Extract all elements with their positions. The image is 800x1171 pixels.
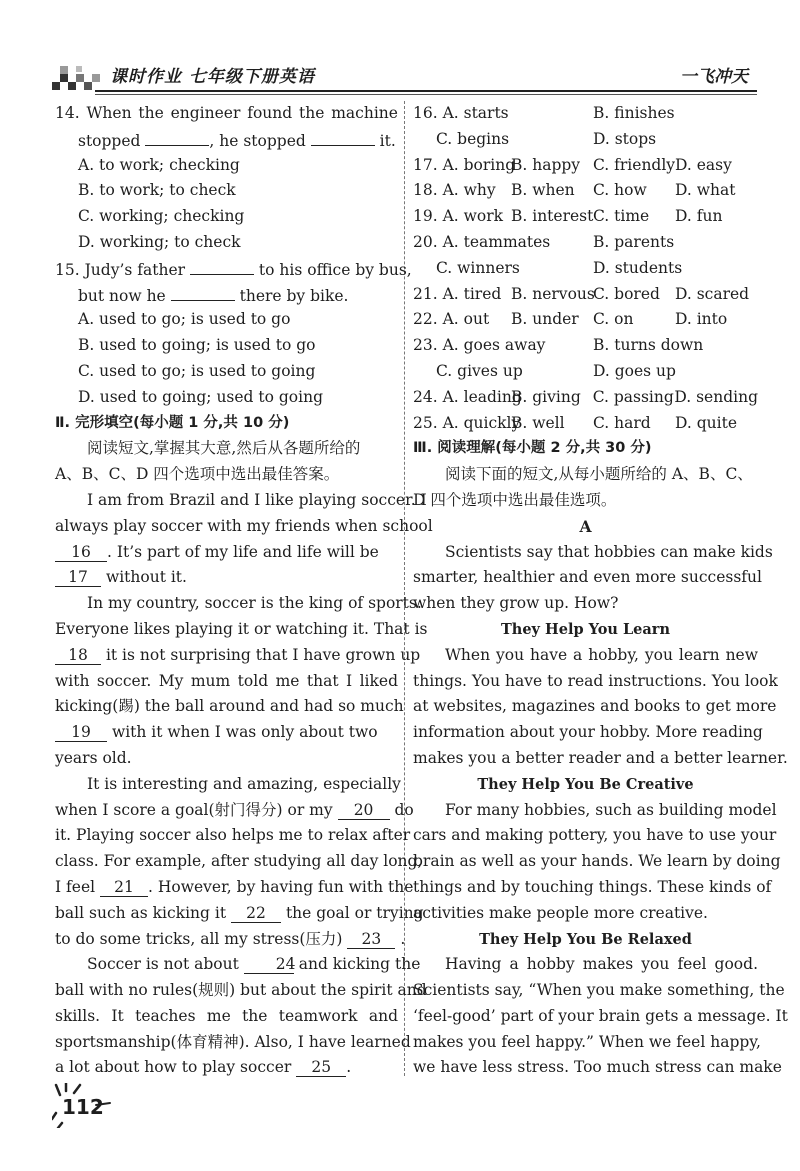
q17-options: 17. A. boring B. happy C. friendly D. easy xyxy=(413,155,732,174)
cloze-line: 16 . It’s part of my life and life will be xyxy=(55,540,398,566)
q15-option-d: D. used to going; used to going xyxy=(78,387,324,406)
page-number: 112 xyxy=(62,1095,104,1119)
passage-line: information about your hobby. More reading xyxy=(413,723,763,742)
cloze-blank-21: 21 xyxy=(100,878,148,897)
q20-options-row1: 20. A. teammates B. parents xyxy=(413,232,675,251)
passage-line: things and by touching things. These kinds of xyxy=(413,877,772,896)
header-rule xyxy=(95,90,757,92)
cloze-line: to do some tricks, all my stress(压力) 23 . xyxy=(55,929,406,948)
cloze-blank-19: 19 xyxy=(55,723,107,742)
section-2-instructions-line2: A、B、C、D 四个选项中选出最佳答案。 xyxy=(55,465,340,484)
cloze-blank-22: 22 xyxy=(231,904,281,923)
q20-options-row2: C. winners D. students xyxy=(436,258,683,277)
passage-line: smarter, healthier and even more successful xyxy=(413,568,762,587)
answer-blank xyxy=(311,127,375,146)
q15-option-a: A. used to go; is used to go xyxy=(78,310,291,329)
q22-options: 22. A. out B. under C. on D. into xyxy=(413,310,728,329)
section-3-heading: Ⅲ. 阅读理解(每小题 2 分,共 30 分) xyxy=(413,440,652,457)
cloze-line: 18 it is not surprising that I have grown up xyxy=(55,643,398,669)
passage-line: Having a hobby makes you feel good. xyxy=(445,955,758,974)
q24-options: 24. A. leading B. giving C. passing D. sending xyxy=(413,387,758,406)
passage-line: For many hobbies, such as building model xyxy=(445,800,777,819)
passage-line: When you have a hobby, you learn new xyxy=(445,645,758,664)
cloze-line: I am from Brazil and I like playing soccer. I xyxy=(87,490,427,509)
section-3-instructions-line1: 阅读下面的短文,从每小题所给的 A、B、C、 xyxy=(445,465,753,484)
subheading-relaxed: They Help You Be Relaxed xyxy=(479,930,692,948)
q21-options: 21. A. tired B. nervous C. bored D. scared xyxy=(413,284,750,303)
section-2-heading: Ⅱ. 完形填空(每小题 1 分,共 10 分) xyxy=(55,414,290,431)
cloze-line: 19 with it when I was only about two xyxy=(55,720,398,746)
subheading-creative: They Help You Be Creative xyxy=(477,775,694,793)
q23-options-row1: 23. A. goes away B. turns down xyxy=(413,336,704,355)
q14-number: 14. xyxy=(55,104,80,122)
cloze-blank-24: 24 xyxy=(244,955,294,974)
passage-label: A xyxy=(579,516,592,536)
q14-stem-line2: stopped , he stopped it. xyxy=(55,127,398,153)
cloze-line: 17 without it. xyxy=(55,565,398,591)
passage-line: ‘feel-good’ part of your brain gets a message. It xyxy=(413,1006,788,1025)
cloze-line: In my country, soccer is the king of sports. xyxy=(87,594,422,613)
passage-line: makes you a better reader and a better learner. xyxy=(413,748,788,767)
cloze-line: kicking(踢) the ball around and had so much xyxy=(55,697,404,716)
header-title: 课时作业 七年级下册英语 xyxy=(110,67,315,87)
header-rule-thin xyxy=(95,94,757,95)
q14-stem-line1: 14. When the engineer found the machine xyxy=(55,104,398,122)
answer-blank xyxy=(171,282,235,301)
passage-line: at websites, magazines and books to get more xyxy=(413,697,777,716)
answer-blank xyxy=(145,127,209,146)
cloze-line: It is interesting and amazing, especially xyxy=(87,774,401,793)
passage-line: makes you feel happy.” When we feel happy, xyxy=(413,1032,761,1051)
cloze-line: skills. It teaches me the teamwork and xyxy=(55,1006,398,1025)
q15-option-c: C. used to go; is used to going xyxy=(78,361,316,380)
q14-option-d: D. working; to check xyxy=(78,232,241,251)
q14-option-c: C. working; checking xyxy=(78,207,245,226)
cloze-line: Soccer is not about 24 and kicking the xyxy=(87,955,421,974)
cloze-line: it. Playing soccer also helps me to relax after xyxy=(55,826,411,845)
cloze-line: a lot about how to play soccer 25 . xyxy=(55,1058,352,1077)
cloze-line: ball such as kicking it 22 the goal or trying xyxy=(55,903,424,922)
q16-options-row1: 16. A. starts B. finishes xyxy=(413,104,675,122)
q23-options-row2: C. gives up D. goes up xyxy=(436,361,676,380)
cloze-line: always play soccer with my friends when school xyxy=(55,516,433,535)
cloze-blank-23: 23 xyxy=(347,930,395,949)
passage-line: things. You have to read instructions. You look xyxy=(413,671,778,690)
q19-options: 19. A. work B. interest C. time D. fun xyxy=(413,207,723,226)
q14-option-b: B. to work; to check xyxy=(78,181,236,200)
cloze-line: with soccer. My mum told me that I liked xyxy=(55,671,398,690)
subheading-learn: They Help You Learn xyxy=(500,620,670,638)
cloze-line: class. For example, after studying all day long, xyxy=(55,852,423,871)
cloze-line: years old. xyxy=(55,748,132,767)
q14-option-a: A. to work; checking xyxy=(78,155,240,174)
passage-line: cars and making pottery, you have to use your xyxy=(413,826,777,845)
cloze-blank-18: 18 xyxy=(55,646,101,665)
cloze-blank-17: 17 xyxy=(55,568,101,587)
right-column xyxy=(413,101,788,1081)
passage-line: brain as well as your hands. We learn by doing xyxy=(413,852,781,871)
q18-options: 18. A. why B. when C. how D. what xyxy=(413,181,736,200)
cloze-line: when I score a goal(射门得分) or my 20 do xyxy=(55,800,414,819)
q15-stem-line1: 15. Judy’s father to his office by bus, xyxy=(55,256,398,282)
passage-line: activities make people more creative. xyxy=(413,903,708,922)
section-2-instructions-line1: 阅读短文,掌握其大意,然后从各题所给的 xyxy=(87,439,361,458)
cloze-line: sportsmanship(体育精神). Also, I have learned xyxy=(55,1032,411,1051)
page-header xyxy=(0,0,800,100)
q25-options: 25. A. quickly B. well C. hard D. quite xyxy=(413,413,737,432)
section-3-instructions-line2: D 四个选项中选出最佳选项。 xyxy=(413,490,617,509)
passage-line: we have less stress. Too much stress can make xyxy=(413,1058,782,1077)
q16-options-row2: C. begins D. stops xyxy=(436,129,657,148)
cloze-line: I feel 21 . However, by having fun with the xyxy=(55,877,414,896)
cloze-blank-20: 20 xyxy=(338,801,390,820)
left-column xyxy=(55,101,433,1081)
cloze-blank-16: 16 xyxy=(55,543,107,562)
header-brand: 一飞冲天 xyxy=(680,67,748,87)
cloze-line: ball with no rules(规则) but about the spirit and xyxy=(55,981,427,1000)
answer-blank xyxy=(190,256,254,275)
passage-line: when they grow up. How? xyxy=(413,594,619,613)
q15-stem-line2: but now he there by bike. xyxy=(55,282,398,308)
q15-option-b: B. used to going; is used to go xyxy=(78,336,316,355)
cloze-blank-25: 25 xyxy=(296,1058,346,1077)
passage-line: Scientists say, “When you make something, the xyxy=(413,981,785,1000)
passage-line: Scientists say that hobbies can make kids xyxy=(445,542,773,561)
cloze-line: Everyone likes playing it or watching it. That is xyxy=(55,619,428,638)
